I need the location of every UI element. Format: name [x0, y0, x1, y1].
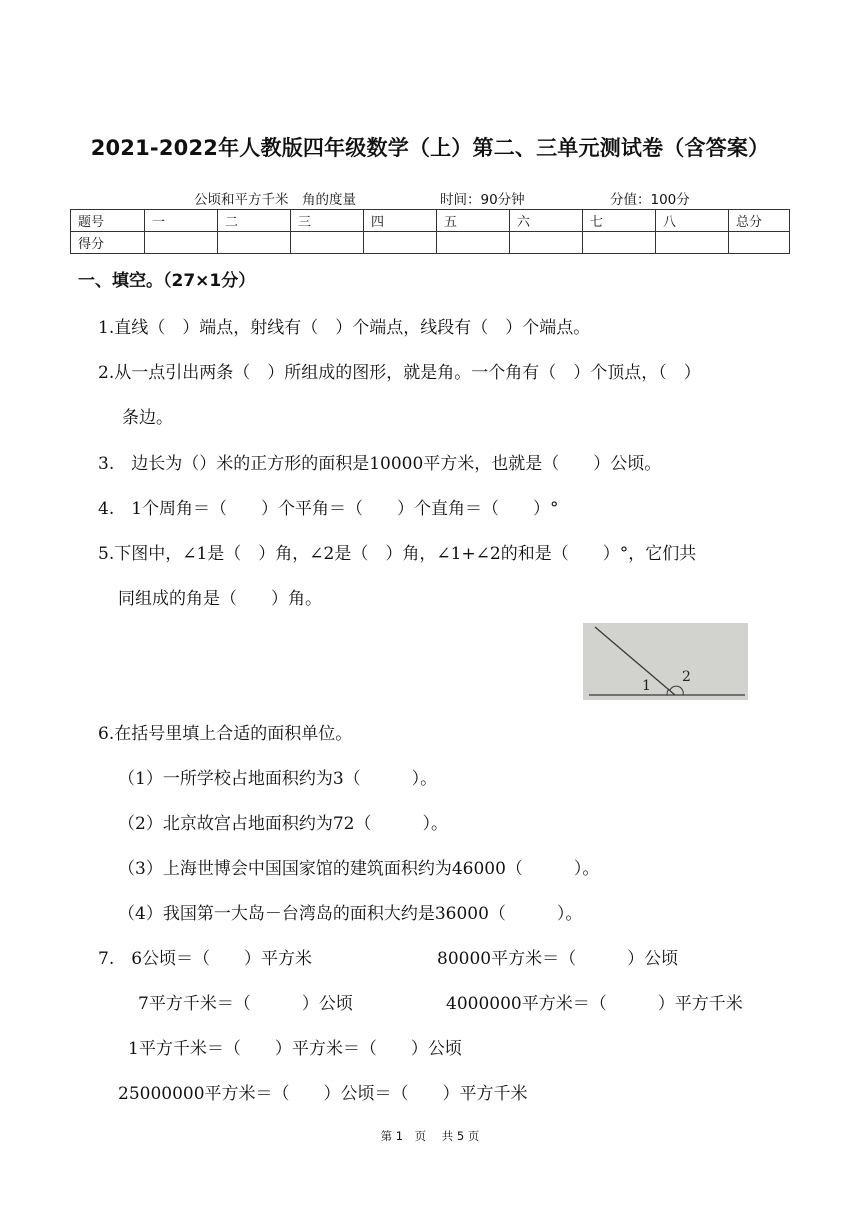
score-cell[interactable]: [145, 232, 218, 254]
question-7-d: 4000000平方米＝（ ）平方千米: [446, 994, 743, 1014]
score-header-cell: 六: [510, 210, 583, 232]
section-heading: 一、填空。（27×1分）: [78, 271, 256, 291]
subtitle-time: 时间：90分钟: [440, 192, 525, 208]
score-cell[interactable]: [437, 232, 510, 254]
score-header-cell: 八: [656, 210, 729, 232]
score-cell[interactable]: [729, 232, 790, 254]
page-footer: [0, 1128, 860, 1144]
question-7-c: 7平方千米＝（ ）公顷: [138, 994, 353, 1014]
score-row-label: 得分: [71, 232, 145, 254]
score-header-cell: 七: [583, 210, 656, 232]
score-table-header-row: [71, 210, 790, 232]
question-5-line-1: 5.下图中，∠1是（ ）角，∠2是（ ）角，∠1+∠2的和是（ ）°，它们共: [98, 544, 697, 564]
figure-background: [583, 623, 748, 700]
question-4: 4. 1个周角＝（ ）个平角＝（ ）个直角＝（ ）°: [98, 499, 559, 519]
question-1: 1.直线（ ）端点，射线有（ ）个端点，线段有（ ）个端点。: [98, 318, 591, 338]
score-header-cell: 一: [145, 210, 218, 232]
score-header-cell: 五: [437, 210, 510, 232]
page-title: 2021-2022年人教版四年级数学（上）第二、三单元测试卷（含答案）: [90, 136, 770, 160]
subtitle-score: 分值：100分: [610, 192, 690, 208]
angle-figure: [583, 623, 748, 700]
score-header-cell: 总分: [729, 210, 790, 232]
score-table: [70, 209, 790, 254]
question-2-line-2: 条边。: [122, 408, 173, 428]
score-header-cell: 四: [364, 210, 437, 232]
question-3: 3. 边长为（）米的正方形的面积是10000平方米，也就是（ ）公顷。: [98, 454, 662, 474]
score-cell[interactable]: [364, 232, 437, 254]
question-6: 6.在括号里填上合适的面积单位。: [98, 724, 353, 744]
question-7-e: 1平方千米＝（ ）平方米＝（ ）公顷: [128, 1039, 462, 1059]
score-header-cell: 二: [218, 210, 291, 232]
score-cell[interactable]: [510, 232, 583, 254]
question-6-item-3: （3）上海世博会中国国家馆的建筑面积约为46000（ ）。: [118, 859, 600, 879]
score-cell[interactable]: [656, 232, 729, 254]
score-table-score-row: [71, 232, 790, 254]
question-5-line-2: 同组成的角是（ ）角。: [118, 589, 322, 609]
angle-1-label: 1: [642, 678, 651, 694]
angle-2-label: 2: [682, 669, 691, 685]
question-7-a: 7. 6公顷＝（ ）平方米: [98, 949, 313, 969]
score-header-cell: 题号: [71, 210, 145, 232]
question-6-item-1: （1）一所学校占地面积约为3（ ）。: [118, 769, 438, 789]
score-cell[interactable]: [291, 232, 364, 254]
question-6-item-4: （4）我国第一大岛－台湾岛的面积大约是36000（ ）。: [118, 904, 583, 924]
question-7-b: 80000平方米＝（ ）公顷: [437, 949, 679, 969]
question-6-item-2: （2）北京故宫占地面积约为72（ ）。: [118, 814, 448, 834]
subtitle-units: 公顷和平方千米 角的度量: [194, 192, 356, 208]
score-cell[interactable]: [218, 232, 291, 254]
footer-page-number: 第 1 页: [380, 1129, 427, 1143]
question-2-line-1: 2.从一点引出两条（ ）所组成的图形，就是角。一个角有（ ）个顶点，（ ）: [98, 363, 701, 383]
score-header-cell: 三: [291, 210, 364, 232]
footer-total-pages: 共 5 页: [441, 1129, 480, 1143]
question-7-f: 25000000平方米＝（ ）公顷＝（ ）平方千米: [118, 1084, 528, 1104]
score-cell[interactable]: [583, 232, 656, 254]
